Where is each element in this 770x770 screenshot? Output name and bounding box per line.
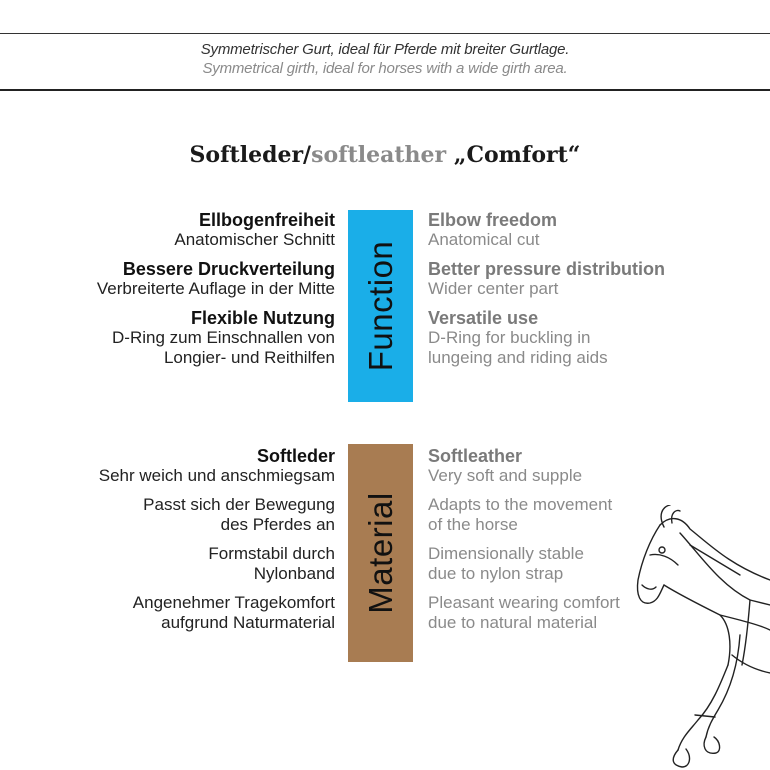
feature-item bbox=[97, 308, 335, 368]
title-part-english: softleather bbox=[311, 142, 447, 168]
description-line: Very soft and supple bbox=[428, 466, 583, 485]
feature-heading: Softleder bbox=[256, 446, 335, 466]
feature-item bbox=[428, 495, 620, 535]
description-line: Angenehmer Tragekomfort bbox=[132, 593, 335, 612]
feature-description bbox=[99, 544, 335, 584]
description-line: of the horse bbox=[428, 515, 518, 534]
description-line: D-Ring zum Einschnallen von bbox=[112, 328, 335, 347]
description-line: Adapts to the movement bbox=[428, 495, 613, 514]
feature-description bbox=[97, 230, 335, 250]
feature-description bbox=[428, 495, 620, 535]
feature-heading: Flexible Nutzung bbox=[191, 308, 335, 328]
description-line: due to nylon strap bbox=[428, 564, 564, 583]
material-band bbox=[348, 444, 413, 662]
function-band-label: Function bbox=[361, 240, 399, 372]
material-german-column bbox=[99, 446, 335, 642]
feature-item bbox=[99, 544, 335, 584]
feature-description bbox=[428, 279, 665, 299]
header-german: Symmetrischer Gurt, ideal für Pferde mit breiter Gurtlage. bbox=[200, 41, 570, 58]
feature-heading: Versatile use bbox=[428, 308, 539, 328]
feature-item bbox=[428, 308, 665, 368]
product-title bbox=[0, 142, 770, 168]
top-rule bbox=[0, 33, 770, 34]
feature-item bbox=[99, 446, 335, 486]
horse-sketch-icon bbox=[620, 505, 770, 770]
description-line: Wider center part bbox=[428, 279, 559, 298]
description-line: Anatomical cut bbox=[428, 230, 540, 249]
header-english: Symmetrical girth, ideal for horses with a wide girth area. bbox=[202, 60, 568, 77]
description-line: Dimensionally stable bbox=[428, 544, 584, 563]
function-band bbox=[348, 210, 413, 402]
description-line: des Pferdes an bbox=[220, 515, 335, 534]
feature-item bbox=[99, 495, 335, 535]
feature-item bbox=[428, 446, 620, 486]
feature-description bbox=[99, 495, 335, 535]
feature-item bbox=[428, 544, 620, 584]
feature-item bbox=[97, 259, 335, 299]
description-line: Nylonband bbox=[253, 564, 335, 583]
description-line: Sehr weich und anschmiegsam bbox=[98, 466, 335, 485]
feature-description bbox=[99, 593, 335, 633]
feature-heading: Ellbogenfreiheit bbox=[198, 210, 335, 230]
description-line: Pleasant wearing comfort bbox=[428, 593, 620, 612]
function-english-column bbox=[428, 210, 665, 377]
description-line: Verbreiterte Auflage in der Mitte bbox=[96, 279, 335, 298]
feature-description bbox=[97, 279, 335, 299]
feature-description bbox=[428, 328, 665, 368]
description-line: due to natural material bbox=[428, 613, 598, 632]
feature-item bbox=[428, 593, 620, 633]
feature-item bbox=[97, 210, 335, 250]
description-line: D-Ring for buckling in bbox=[428, 328, 591, 347]
description-line: Anatomischer Schnitt bbox=[174, 230, 335, 249]
title-part-name: „Comfort“ bbox=[446, 142, 581, 168]
function-german-column bbox=[97, 210, 335, 377]
feature-heading: Softleather bbox=[428, 446, 523, 466]
title-part-german: Softleder/ bbox=[189, 142, 312, 168]
description-line: Passt sich der Bewegung bbox=[143, 495, 335, 514]
feature-item bbox=[428, 210, 665, 250]
feature-heading: Bessere Druckverteilung bbox=[122, 259, 335, 279]
feature-heading: Elbow freedom bbox=[428, 210, 558, 230]
feature-description bbox=[428, 466, 620, 486]
feature-description bbox=[428, 230, 665, 250]
material-band-label: Material bbox=[361, 492, 399, 614]
feature-description bbox=[99, 466, 335, 486]
material-english-column bbox=[428, 446, 620, 642]
header bbox=[0, 40, 770, 78]
description-line: lungeing and riding aids bbox=[428, 348, 608, 367]
feature-description bbox=[428, 544, 620, 584]
bottom-rule bbox=[0, 89, 770, 91]
feature-item bbox=[428, 259, 665, 299]
description-line: aufgrund Naturmaterial bbox=[161, 613, 335, 632]
description-line: Longier- und Reithilfen bbox=[163, 348, 335, 367]
feature-description bbox=[97, 328, 335, 368]
feature-description bbox=[428, 593, 620, 633]
feature-heading: Better pressure distribution bbox=[428, 259, 666, 279]
feature-item bbox=[99, 593, 335, 633]
description-line: Formstabil durch bbox=[208, 544, 335, 563]
